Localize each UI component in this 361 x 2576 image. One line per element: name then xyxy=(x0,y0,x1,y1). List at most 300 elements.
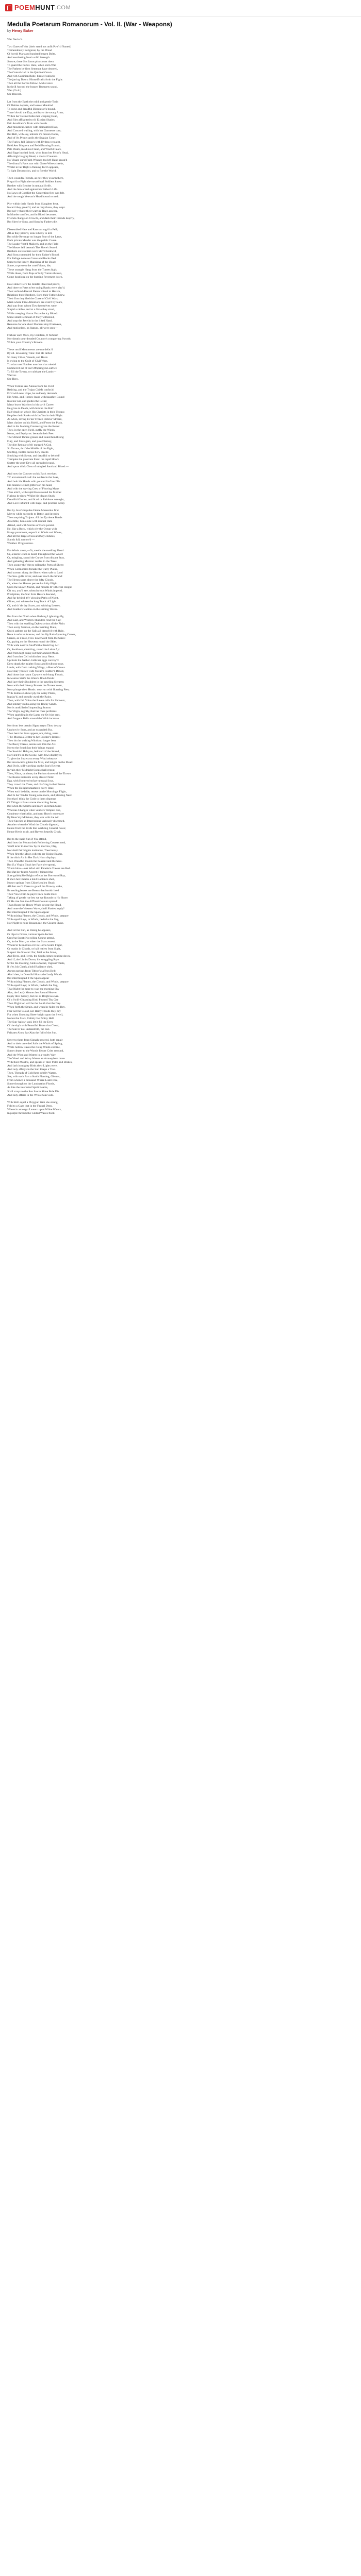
poem-line: Nor is unskilled of impending Storms xyxy=(7,706,51,710)
poem-line: He plies their Ranks with Jav'lins in their Flight. xyxy=(7,414,63,417)
poem-line: All that ascr'd Cases to guard the Drowsy wake, xyxy=(7,885,63,889)
poem-line: Cranes, as it rose, Flew downward from the Skies: xyxy=(7,637,65,640)
poem-line: With Endless Labour ply the watry Plains, xyxy=(7,691,56,695)
poem-line: He gives to Death, with him he the Half xyxy=(7,406,54,410)
poem-line: And gathering Murmur rustles in the Trees. xyxy=(7,560,58,564)
poem-body xyxy=(7,38,317,1115)
poem-stanza xyxy=(7,100,317,174)
poem-line: And let the Sun, as Rising he appears, xyxy=(7,929,51,933)
poem-line: The Consul clad in the Quirinal Gown xyxy=(7,71,52,74)
poem-line: From whence a thousand Where Lustre rise, xyxy=(7,1079,58,1082)
poem-line: The Sea-bird Halcyon, beloved of the Strand, xyxy=(7,750,60,754)
poem-line: As like the interested Spirit Beams, xyxy=(7,1086,48,1090)
poem-line: Ere Winds arose,—Or, swells the swelling Flood: xyxy=(7,549,64,553)
poem-line: Then wound'n Friends, as now they swarm there, xyxy=(7,177,64,180)
poem-line: See Hero. xyxy=(7,378,19,381)
poem-stanza xyxy=(7,283,317,330)
poem-line: And Concord wailing, with her Garments torn; xyxy=(7,129,61,133)
poem-line: Now may you see wide Ocean's Feather'd Brood, xyxy=(7,670,64,673)
poem-line: And Owls, still watching on the Sun's Retreat, xyxy=(7,765,61,768)
poem-line: Prepar'd to Fight the sword-hurl Soldiers knew: xyxy=(7,180,62,184)
poem-line: Each private Murder was the public Cause. xyxy=(7,239,57,242)
poem-line: Half-dead: on whole His Chariots in their Troops; xyxy=(7,410,65,414)
poem-line: And how the Moons their Following Courses tend, xyxy=(7,841,66,845)
poem-line: The fleecy Flakes, serene and thin the Air. xyxy=(7,742,56,746)
poem-line: Now plunge their Heads: now run with flutt'ring Feet; xyxy=(7,688,70,691)
poem-line: And solitary stalks along the Rocky Sands. xyxy=(7,702,57,706)
poem-line: When Turnus saw Aineas from the Field xyxy=(7,385,54,388)
poem-line: And scream along the Shore: when safe to Land xyxy=(7,571,63,574)
poem-line: Then Dreadful Floods the Peasant and the Seas. xyxy=(7,859,62,863)
poem-line: But downwards glides the Mist, and lodges on the Mead: xyxy=(7,761,73,765)
poem-line: And Ie her Tender Young once more, and pleasing Nest: xyxy=(7,794,72,798)
poem-line: If the thick Air in Her Dark Horn displays, xyxy=(7,856,57,859)
poem-line: Or, gazing on the Heavens round the Skies, xyxy=(7,640,57,644)
poem-line: The Wood and Wavy Waters an Atmosphere more xyxy=(7,1057,65,1060)
poem-line: Unshow'ry Suns, and an expanded Sky. xyxy=(7,728,53,732)
poem-line: He, like a Rock, which o'er the Ocean wide xyxy=(7,527,57,531)
poem-line: Remorse for one short Moment stay'd between, xyxy=(7,323,62,326)
poem-line: But no'r y th'ere their warring Rage assense, xyxy=(7,210,58,213)
poem-line: But intermingled if the Spots appear xyxy=(7,976,50,980)
poem-line: But when the Storms and more uncertain Skies xyxy=(7,805,62,808)
poem-line: And there to Fates to'ert swing Banks were plac'd. xyxy=(7,286,65,290)
poem-line: Forbear such Wars, my Children, O forbear! xyxy=(7,334,58,337)
poem-line: Nor Hen'd's on the Swine, with Jaws displayed, xyxy=(7,754,62,757)
poem-line: Or, mingling, sound the Curses from distant Seas, xyxy=(7,556,65,560)
poem-line: Haply thro' Grassy, but not as Bright as ever. xyxy=(7,995,59,998)
poem-line: The Sea- gulls hover, and ever reach the Strand: xyxy=(7,574,63,578)
poem-line: The Heron soars above the lofty Clouds, xyxy=(7,578,54,582)
poem-line: Condense what's thin, and unto Heav'n more rare xyxy=(7,812,64,816)
poem-line: Fear not the Cloud, nor Rainy Floods they pay xyxy=(7,1009,61,1013)
poem-line: So Turnus, thro' the Middle of the Fight, xyxy=(7,447,54,450)
poem-line: Deep drank the mighty Bow: and fowlhood-rose, xyxy=(7,662,64,666)
poem-line: Notice the Stars, Calmly fast Shiny Hell xyxy=(7,1016,54,1020)
poem-line: The Leader Vest'd Malicely and on the Field xyxy=(7,242,59,246)
poem-line: And Rage hurried forth, who, from her Felon's Head, xyxy=(7,151,69,155)
poem-line: You'll ne'er to-morrow by th' morrow, Day, xyxy=(7,845,57,849)
poem-line: Some clearer to the Woods fiercer Cries resound, xyxy=(7,1049,64,1053)
poem-stanza xyxy=(7,38,317,97)
poem-line: To light Destruction, and to fire the World. xyxy=(7,170,57,173)
poem-stanza xyxy=(7,838,317,925)
poem-line: All as they pleas'd, took Liberty to kill. xyxy=(7,231,53,235)
poem-stanza xyxy=(7,724,317,834)
poem-line: These strangle Hang from the Turrets high; xyxy=(7,268,57,272)
poem-line: War Declar'd. xyxy=(7,38,23,41)
poem-line: Or, in the Morn, or when the Stars ascend. xyxy=(7,940,56,943)
poem-line: Mars clashes on his Shield, and Fenes the Plain, xyxy=(7,421,63,425)
poem-line: Moves while succeeds to Battle, and invades xyxy=(7,513,59,516)
poem-line: In wanton Strife the Water's flood-fluids: xyxy=(7,677,55,681)
poem-line: T' be Moons a Debtor to her Brother's Beams: xyxy=(7,735,60,739)
poem-line: Of the sky's with Beautiful Beam that Cloud, xyxy=(7,1024,59,1027)
poem-line: When the Delight unnatureo every Rear, xyxy=(7,787,54,790)
poem-line: Nor sheath your dreaded Country's conquering Swords xyxy=(7,337,71,341)
poem-stanza xyxy=(7,549,317,612)
poem-line: And rich Gabinian Robe, himself unlocks xyxy=(7,74,56,78)
poem-line: When forth the Strain, and when he hides the Day, xyxy=(7,1006,65,1009)
poem-line: Friends change on Crowds, and dash their Friends desp'ry, xyxy=(7,217,75,221)
poem-content xyxy=(7,21,317,1119)
poem-line: They crowd the Trees, and chat'ring in their Noise. xyxy=(7,783,66,786)
poem-line: Or, Swallows, chatt'ring, round the Lakes fly: xyxy=(7,648,60,651)
poem-line: And lave their Shoulders in the spurling Streams: xyxy=(7,681,64,684)
poem-line: Secure; there Sits Janus pious over them xyxy=(7,60,54,63)
poem-line: And if, the Limbs Down, his straggling Rays xyxy=(7,958,59,962)
poem-line: Bold Aeo Megaera and Fetid Burning Brands, xyxy=(7,144,61,147)
poem-line: And lash in mighty Birds their Lights were, xyxy=(7,1064,58,1067)
poem-line: Lands, with from rushing Wings, a Host of Crows. xyxy=(7,666,66,669)
poem-line: To what vast Number now has that roles'd xyxy=(7,363,56,366)
poem-line: With wide nostrils Snuff'd that fresh'ring Air: xyxy=(7,644,60,648)
poem-line: And Love inflam'd with Rage, and promise Glory. xyxy=(7,502,65,505)
poem-line: Fold to a Gaze that in the Faunal Deep, xyxy=(7,1104,53,1108)
poem-line: Tremendously Religious; by the Dread xyxy=(7,49,52,53)
poem-stanza xyxy=(7,202,317,225)
poem-line: And now the Courser on his Back receives xyxy=(7,472,57,476)
poem-line: Whereas Changes when vaulters Tempest rise, xyxy=(7,808,61,812)
poem-line: Then sooner the Waves rollon the Ports of Sheer; xyxy=(7,564,64,567)
poem-stanza xyxy=(7,509,317,546)
poem-line: Numbers'd out of our Offspring run suffice xyxy=(7,366,57,370)
poem-line: Not that I think the Gods to them dispense xyxy=(7,798,56,801)
poem-line: Alas! then, in Dreadful Hours the Leafy Woods. xyxy=(7,973,63,976)
poem-line: When each bedride, recess on the Morning's Flight, xyxy=(7,790,67,794)
poem-line: Of horrid Mars and hundred brazen Bolts, xyxy=(7,53,56,56)
poem-line: Then all the Forces follow. And at once xyxy=(7,82,53,86)
poem-line: And sun from whom Ties themselves were xyxy=(7,304,57,308)
poem-line: Assemble, him alone with mutual Hate xyxy=(7,520,53,523)
poem-line: Pale Death, insidious Fraud, and Woeful Fears, xyxy=(7,147,62,151)
poem-stanza xyxy=(7,177,317,199)
poem-line: Trace! Avoid the Day, and leave the swarg Arms; xyxy=(7,111,64,114)
poem-line: Up from the Nether-Cells her eggs convey'd: xyxy=(7,658,59,662)
poem-line: Their unSund-Keevel Paean voiced to Heav'n, xyxy=(7,290,61,293)
poem-line: The dire Retinue of th' enraged A God. xyxy=(7,443,52,447)
poem-line: Dissembled Hate and Rancour rag'd in Fell; xyxy=(7,228,58,231)
poem-line: And from her Cell within her busy Nests. xyxy=(7,655,55,658)
poem-line: And everlasting Iron's solid Strength xyxy=(7,56,50,60)
poem-line: But by Jove's impulse Fierce Mezentius fir'd xyxy=(7,509,59,513)
poem-line: The Fathers by firm Sentence have decreed, xyxy=(7,67,58,71)
poem-line: Of Things to Fate a more discerning Sense; xyxy=(7,801,57,805)
poem-line: For when Shooting Sheer-bright upon the Swell, xyxy=(7,1013,63,1016)
poem-line: In play'd, and proudly await the Rains. xyxy=(7,695,52,699)
poem-line: See Discord. xyxy=(7,93,22,96)
poem-line: With Skill equal a Phrygian Web she strung, xyxy=(7,1100,58,1104)
poem-line: The Sun-Aglow: and, let it fill the Eyes xyxy=(7,1020,53,1024)
poem-line: But ifat her fourth Accent if (sinned tho xyxy=(7,871,53,874)
poem-line: In Murder torrifies, and in Blood becomes. xyxy=(7,213,57,217)
poem-line: The Utmost Thrace groans and round him throng xyxy=(7,436,64,439)
poem-line: Some to the lonely Mansions of the Dead: xyxy=(7,261,56,264)
poem-line: The Rooks noticable every clearer Note: xyxy=(7,775,54,779)
poem-line: And far behind, th'r' glowing Paths of Night, xyxy=(7,597,59,600)
poem-stanza xyxy=(7,385,317,469)
poem-line: Nor Night to none Reason me, the Clearer Shine. xyxy=(7,922,64,925)
poem-line: See, with each Part a Sunlit Flaming, Gleams, xyxy=(7,1075,60,1079)
poem-line: And fungous Balls around the Wick increase. xyxy=(7,717,60,721)
poem-line: Fal'rates Alors Say'Alas the full of the Sun. xyxy=(7,1031,57,1035)
poem-line: Some, to prevent the cruel Victor, die; xyxy=(7,264,52,268)
poem-line: And none the Western Wave, shall Shades imply? xyxy=(7,907,65,910)
poem-line: Come headlong on the burning Pavement down. xyxy=(7,275,63,279)
poem-line: Hence from the Birds that warbling Consort flows; xyxy=(7,827,66,831)
poem-line: Quits the known Marsh, and mounts th' Ethereal Height. xyxy=(7,586,73,589)
poem-line: Their Species so Impressions variously discerned, xyxy=(7,819,65,823)
byline-prefix: by xyxy=(7,29,11,33)
byline xyxy=(7,29,317,33)
poem-line: Retiring, and the Trojan Chiefs confus'd: xyxy=(7,388,55,392)
poem-line: Or, a harsh Crack is heard throughout the Wood: xyxy=(7,553,63,556)
poem-line: In shrill Accord the brazen Trumpets sound. xyxy=(7,86,58,89)
poem-line: Into his Car, and guides the Reins; xyxy=(7,399,47,403)
poem-title: Medulla Poetarum Romanorum - Vol. II. (War - Weapons) xyxy=(7,21,172,28)
poem-line: Nor shall fair Nights insiduous, Thee betray. xyxy=(7,849,59,852)
poem-line: Oft too, you'll see, when furious Winds impend, xyxy=(7,589,63,593)
poem-line: But intermingled if the Spots appear xyxy=(7,911,50,914)
poem-line: Then, Threads of Gold here pebbly Waters, xyxy=(7,1072,57,1075)
poem-line: Where in amongst Lantern upon White Waters, xyxy=(7,1108,62,1111)
poem-line: When first the Moon collects her Rising Beams, xyxy=(7,852,63,856)
poem-line: Fair Amaltheia's Train with Jewels xyxy=(7,122,47,126)
poem-line: Th' accustom'd Load: the wollen in the Seas, xyxy=(7,476,59,480)
poem-line: Then, Nisus, on those, the Parlous shores of the Tirows xyxy=(7,772,71,775)
poem-line: But Sires by Sons, and Sons by Fathers die. xyxy=(7,221,58,224)
poem-line: Whene'er he mottles o'er in Horns-Scattr Flight, xyxy=(7,943,63,947)
poem-line: Their first they fled the Curse of Civil Wars, xyxy=(7,297,59,301)
poem-line: Some small Remnant of Piety withstood, xyxy=(7,315,55,319)
poem-line: But to the rapid Sun if You attend, xyxy=(7,838,47,841)
poem-line: Then every Seaman, on the foaming Main, xyxy=(7,625,57,629)
poem-line: Mark where thine Attentions are aval'd by fears, xyxy=(7,301,63,304)
poem-line: Now with their Heavy Breasts the Torrent meet, xyxy=(7,684,63,688)
site-header xyxy=(0,0,361,17)
poem-line: Nor from less certain Signs mayst Thou descry xyxy=(7,724,62,728)
poem-line: Strike the Evening, Sinks a Sweet, Vagrant Waste, xyxy=(7,962,65,965)
poem-line: Rose is ne'er unforesaw, and the Sly Rain-Spouting Cranes, xyxy=(7,633,76,637)
poem-line: Furious he rides: Whilst his blazon Studs xyxy=(7,494,55,498)
poemhunt-logo-icon xyxy=(5,4,12,11)
poem-line: Thats Bears the Hours-Winds devote the Hoad. xyxy=(7,903,62,907)
poem-line: The Furies, fell Erinnys with Hydras wrought, xyxy=(7,140,61,144)
poem-line: And East, and Western Thunders rend the Sky: xyxy=(7,618,61,622)
poem-line: Shall strays to the Sun Storm Shine Bole Dis. xyxy=(7,1090,60,1093)
poem-stanza xyxy=(7,1039,317,1097)
logo-text-com: .COM xyxy=(55,4,71,11)
poem-line: And to his foaming Coursers gives the Reins: xyxy=(7,425,60,429)
poem-line: For Refuge none so Caves and Rocks fled: xyxy=(7,257,57,261)
poem-line: Within your Country's Bowels. xyxy=(7,341,43,345)
poem-line: Whilst in her Right a flaming Torch appears, xyxy=(7,166,59,170)
site-logo[interactable] xyxy=(5,4,71,11)
logo-text-poem: POEM xyxy=(14,4,36,11)
poem-line: And all the Rage of Sea and Sky endures, xyxy=(7,534,56,538)
poem-line: Scatter the gory Dew all sprinkled round, xyxy=(7,462,55,465)
poem-line: Stupid a rabble, and at a Gaze they stand, xyxy=(7,308,55,312)
poem-line: Then bent the Stars appear, nor, rising, seem xyxy=(7,732,59,735)
poem-line: Precipitate, the Star from Heav'n descend, xyxy=(7,593,56,597)
poem-line: Hence Herds exult, and Ravens heartily Croak. xyxy=(7,831,62,834)
poem-stanza xyxy=(7,228,317,279)
author-link[interactable]: Henry Baker xyxy=(12,29,34,33)
poem-line: With mixing Flames, the Clouds, and Winds, prepare xyxy=(7,980,69,984)
poem-stanza xyxy=(7,348,317,381)
poem-line: Fury, and Stratagem, and pale Dismay, xyxy=(7,439,52,443)
poem-line: Brothers on Brothers were Stirr'd bedew'd, xyxy=(7,250,57,253)
poem-line: In vain their Midnight Songs shall repeat. xyxy=(7,768,56,772)
poem-line: Nuncy springs from Chloe's sullen Head: xyxy=(7,882,55,885)
poem-line: Relations there Brothers, Sons their Fathers knew. xyxy=(7,294,65,297)
poem-line: Suspect the Shower: For, fatal to the Sows, xyxy=(7,951,57,955)
poem-line: Within her Helmet hides her weeping Head, xyxy=(7,114,58,118)
poem-line: Some through on the Lumination Floods, xyxy=(7,1082,55,1086)
poem-line: But while Revenge no longer Fear of the Laws, xyxy=(7,235,62,239)
poem-stanza xyxy=(7,472,317,505)
poem-line: Dreadful Glories, and Scarf or Rainbow wrought, xyxy=(7,498,64,501)
poem-line: And only affairs in the Whole Sun Cuts. xyxy=(7,1093,54,1097)
poem-line: Another when the Wind the Clouds digested, xyxy=(7,823,59,826)
poem-stanza xyxy=(7,929,317,1035)
poem-line: And the Wind and Waters in a vaulty Way, xyxy=(7,1053,56,1057)
poem-line: And with the waving Crest of Flowing Mane xyxy=(7,487,59,490)
poem-line: And Feathers wanton on the shining Waves. xyxy=(7,607,58,611)
poem-line: Glitter, and whiten the long Track of Light. xyxy=(7,600,57,604)
logo-text-hunt: HUNT xyxy=(35,4,55,11)
poem-line: Of Deities departs, and leaves Mankind xyxy=(7,104,53,107)
poem-line: But if a Virgin Blush her Face o'er-spread, xyxy=(7,863,56,867)
poem-line: That Night for more to wait the morning Sky xyxy=(7,987,59,991)
poem-line: The Sun to You unmanifold, the Sun xyxy=(7,1028,50,1031)
poem-line: Many brave Warriors in his swift Career xyxy=(7,403,54,406)
poem-line: When sparkling in the Lamp the Oyl she sees, xyxy=(7,714,60,717)
poem-line: War (Civil.) xyxy=(7,89,21,93)
poem-line: And from high suing out their ancient Moon. xyxy=(7,651,59,655)
poem-line: But Hell, with Joy, unbolts it's brazen Doors, xyxy=(7,133,59,137)
poem-line: Pity within their Hands from Slaughter kept, xyxy=(7,202,59,206)
poem-line: To give the Straws on every Wind rehearse. xyxy=(7,757,58,761)
poem-line: Alas, the Leafy Mounts her Jocund Heaven xyxy=(7,991,58,995)
poem-line: How shine! Here the middle Place had pass'd, xyxy=(7,282,60,286)
poem-line: And motionless, as Statues, all were seen— xyxy=(7,326,58,330)
poem-line: Inward they groan'd, and as they threw, they wept. xyxy=(7,206,65,210)
poem-line: If o'er, his Cheek a hold Radiance shed, xyxy=(7,965,53,969)
poem-line: Then, with full Voice the Raven calls for Showers, xyxy=(7,699,65,702)
poem-stanza xyxy=(7,1101,317,1115)
poem-line: Attend, and with Storms of Darts persist. xyxy=(7,523,55,527)
poem-line: The Virgin, nightly, that her Task performs: xyxy=(7,710,58,714)
poem-line: But from the North when flashing Lightnings fly, xyxy=(7,615,64,618)
poem-line: Egg, with Honeyed-mi'aer unusual Joys, xyxy=(7,779,54,783)
poem-line: Then Flight too will be the South that the Day. xyxy=(7,1002,61,1006)
poem-line: Scuffing, bottles on his fiery Steeds xyxy=(7,450,48,454)
poem-line: So many Cities, Vessels, and Hosts xyxy=(7,355,48,359)
poem-line: By all- devouring Time: that He defied xyxy=(7,352,53,355)
poem-line: With equal Rays, or Winds, bedecks the Sky, xyxy=(7,918,59,922)
poem-line: The Master fell beneath The Slave's Sword. xyxy=(7,246,58,249)
poem-line: With equal Rays; or Winds, bedeck the Sky, xyxy=(7,984,58,987)
poem-line: While those, from Tops of lofty Turrets thrown, xyxy=(7,272,62,275)
poem-line: The dismal's Face: nor with Grass-Wives cheeks, xyxy=(7,162,64,166)
poem-line: Warrior. xyxy=(7,374,17,377)
poem-stanza xyxy=(7,615,317,721)
poem-line: Of, and th' tle dry Straw, and withring Leaves, xyxy=(7,604,61,607)
poem-line: With mixing Flames, the Clouds, and Winds, prepare xyxy=(7,914,69,918)
poem-line: And flies afflighted to th' Elysian Shades. xyxy=(7,118,56,122)
poem-line: Or dips in Ocean, various Spots declare xyxy=(7,933,53,936)
poem-line: And to their crowded Sails the Winds of Spring, xyxy=(7,1042,63,1046)
poem-line: And only affrays in the Sun Keeps a Tree. xyxy=(7,1067,56,1071)
poem-line: Thus arm'd, with rapid Haste round his Mother xyxy=(7,490,62,494)
poem-line: If she's her Cheeks a hold Radiance shed, xyxy=(7,878,55,882)
poem-line: Taking of gentle rue lest we we Rounds to Ho Shore. xyxy=(7,896,69,900)
poem-line: And stop the Javelin in the lifted Hand. xyxy=(7,319,53,323)
poem-line: Two Gates of War (their stand not unfit Pow'rd Named) xyxy=(7,45,72,49)
poem-line: To curse and dreadful Dissention's bound. xyxy=(7,107,56,111)
poem-line: Aurora springs from Tithon's saffron Bed: xyxy=(7,969,56,973)
poem-line: And the rough Veteran's Head bound to melt. xyxy=(7,195,59,198)
poem-line: To fill the Towns, or cultivate the Lands— xyxy=(7,370,57,374)
poem-line: Then with the swelling Dykes swims all the Plain: xyxy=(7,622,65,625)
poem-line: The jarring Doors: Himself calls forth the Fight: xyxy=(7,78,63,82)
poem-line: Quick gathers up the Sails all drench'd with Rain. xyxy=(7,630,64,633)
poem-line: Tramples the prostrate Foes: the rapid Hoofs xyxy=(7,458,59,462)
poem-line: As when, raving Ev'ner Frozen Hebrus' Stream, xyxy=(7,418,62,421)
poem-line: When Cormorants forsake the watry Plains, xyxy=(7,567,58,571)
poem-line: Winds blow—wet Wind still Phoebe's Cheeks are Red. xyxy=(7,867,71,870)
poem-line: And Sons contended for their Father's Blood. xyxy=(7,253,60,257)
poem-line: Orest'ng Sport; No rolling Course attend, xyxy=(7,936,55,940)
poem-line: His brazen Helmet glitters on his head, xyxy=(7,483,53,487)
poem-line: The conqu'ring Trojans. All the Tyrrhene Bands xyxy=(7,516,62,520)
poem-line: And of it's Prime spoils the Stygian Court: xyxy=(7,137,57,140)
poem-line: And mournful Justice with dismantled Hair, xyxy=(7,126,58,129)
poem-line: And Trees, and Herds, the South comes pouring down. xyxy=(7,955,71,958)
poem-line: Is owing to the Guilt of Civil Wars. xyxy=(7,359,48,363)
poem-line: Fir'd with new Hope, he suddenly demands xyxy=(7,392,57,396)
poem-line: While creeping Horror Froze the icy Blood: xyxy=(7,312,58,315)
poem-line: Their Vows Fair-be-payre tu'ck holds more xyxy=(7,892,57,896)
poem-line: And both his Hands with pointed Jav'lins fills: xyxy=(7,480,61,483)
poem-line: Affo-high Ire gory Head, a mortal Creature. xyxy=(7,155,58,158)
poem-line: No Visage cur'd Faith Wounds too left Hand grasp'd xyxy=(7,159,68,162)
poem-line: Or masks in Clouds, or half retires from Sight, xyxy=(7,947,61,951)
poem-line: Sure guide) She Bright reflects her Borrowed Ray, xyxy=(7,874,66,878)
poem-line: In purple threads the Gilded Waves flock. xyxy=(7,1111,56,1115)
poem-line: Ile settling beasts are Beasts that banish bold xyxy=(7,889,59,892)
poem-line: Brother with Brother in unnatal Strife, xyxy=(7,184,52,188)
poem-stanza xyxy=(7,334,317,345)
poem-line: His Arms, and Horses: leaps with haughty Bound xyxy=(7,396,64,399)
poem-line: Sever to them from Signals proceed, both repair xyxy=(7,1039,63,1042)
poem-line: They, in the open Field, outfly the Winds, xyxy=(7,429,56,432)
poem-line: By Heav'nly Moisture, they war with the Air. xyxy=(7,816,59,819)
poem-line: Notus, and Zephyrus: beneath their Feet xyxy=(7,432,54,436)
poem-line: Nor to the Sea'd Sun their Wings expand xyxy=(7,746,54,750)
poem-line: No Laws of Conflict the Contention first was felt, xyxy=(7,191,65,195)
poem-line: And the Son arm'd against his Father's Life. xyxy=(7,188,58,191)
poem-line: And spurn thick Clots of mingled Sand and Blood.— xyxy=(7,465,69,469)
poem-line: Weather. Progressions. xyxy=(7,542,34,545)
poem-line: Then do the wafting Winds no longer bear xyxy=(7,739,56,742)
poem-line: While hollow Caves the rising Winds confine, xyxy=(7,1046,61,1049)
poem-line: Let from the Earth the mild and gentle Train xyxy=(7,100,59,104)
poem-line: To guard the Portal. Here, when stern War xyxy=(7,63,56,67)
poem-line: Of a Swift-Gleaming Bird, Plumed Thy Gay xyxy=(7,998,59,1002)
poem-line: With their Mouths, and speaks o' their Poles and Brakes, xyxy=(7,1060,73,1064)
